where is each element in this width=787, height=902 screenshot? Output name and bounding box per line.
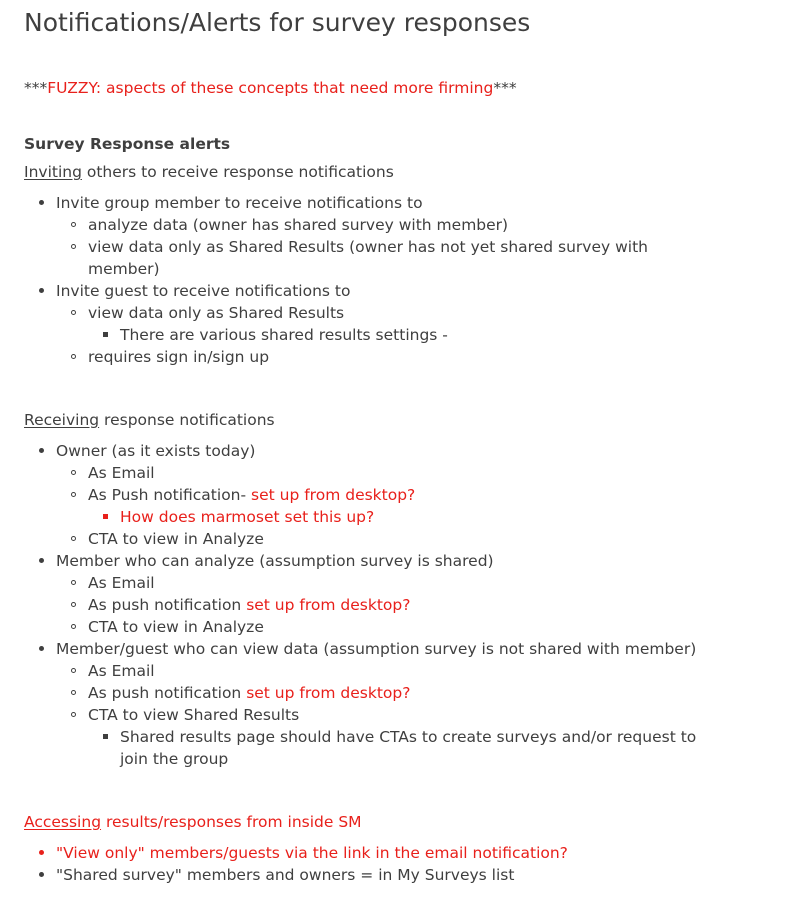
list-item: [24, 346, 648, 368]
page-title: Notifications/Alerts for survey responses: [24, 8, 531, 37]
list-item: [24, 280, 648, 302]
bullet-circle-icon: [71, 668, 76, 673]
list-item-text-continued: join the group: [120, 750, 229, 768]
list-item: [24, 682, 696, 704]
list-item: [24, 440, 696, 462]
bullet-circle-icon: [71, 580, 76, 585]
list-item-text: As Email: [88, 464, 155, 482]
list-item: [24, 462, 696, 484]
list-item: [24, 484, 696, 506]
bullet-square-icon: [103, 514, 108, 519]
accessing-heading: [24, 813, 362, 831]
bullet-circle-icon: [71, 712, 76, 717]
receiving-list: [24, 440, 696, 770]
inviting-list: [24, 192, 648, 368]
list-item: [24, 616, 696, 638]
list-item-text: Member who can analyze (assumption survey is shared): [56, 552, 494, 570]
list-item: [24, 638, 696, 660]
list-item: [24, 660, 696, 682]
list-item: [24, 236, 648, 280]
bullet-circle-icon: [71, 624, 76, 629]
fuzzy-text: FUZZY: aspects of these concepts that need more firming: [47, 79, 494, 97]
list-item-text: view data only as Shared Results: [88, 304, 345, 322]
receiving-heading-underlined: Receiving: [24, 411, 100, 429]
list-item-text: requires sign in/sign up: [88, 348, 270, 366]
bullet-dot-icon: [39, 288, 44, 293]
list-item-text: As Push notification-: [88, 486, 247, 504]
accessing-list: [24, 842, 568, 886]
list-item: [24, 324, 648, 346]
list-item-text: As push notification: [88, 684, 242, 702]
list-item-question: How does marmoset set this up?: [120, 508, 375, 526]
inviting-heading-underlined: Inviting: [24, 163, 82, 181]
list-item-text: As push notification: [88, 596, 242, 614]
fuzzy-prefix: ***: [24, 79, 48, 97]
list-item: [24, 572, 696, 594]
list-item-text: Invite guest to receive notifications to: [56, 282, 351, 300]
list-item-text: view data only as Shared Results (owner has not yet shared survey with: [88, 238, 648, 256]
list-item-text: Invite group member to receive notifications to: [56, 194, 423, 212]
list-item-text: Member/guest who can view data (assumption survey is not shared with member): [56, 640, 697, 658]
list-item-text: As Email: [88, 574, 155, 592]
list-item-text: As Email: [88, 662, 155, 680]
bullet-circle-icon: [71, 354, 76, 359]
fuzzy-suffix: ***: [493, 79, 517, 97]
list-item-text: CTA to view in Analyze: [88, 530, 264, 548]
list-item: [24, 594, 696, 616]
bullet-circle-icon: [71, 536, 76, 541]
bullet-dot-icon: [39, 872, 44, 877]
list-item-question: set up from desktop?: [241, 684, 411, 702]
bullet-dot-icon: [39, 558, 44, 563]
list-item: [24, 550, 696, 572]
list-item-question: set up from desktop?: [241, 596, 411, 614]
bullet-dot-icon: [39, 646, 44, 651]
list-item: [24, 192, 648, 214]
accessing-heading-rest: results/responses from inside SM: [101, 813, 362, 831]
list-item-text: Owner (as it exists today): [56, 442, 256, 460]
list-item-text: There are various shared results settings -: [120, 326, 448, 344]
bullet-circle-icon: [71, 492, 76, 497]
list-item-text: CTA to view in Analyze: [88, 618, 264, 636]
accessing-heading-underlined: Accessing: [24, 813, 102, 831]
list-item: [24, 842, 568, 864]
list-item-text: "Shared survey" members and owners = in My Surveys list: [56, 866, 515, 884]
receiving-heading-rest: response notifications: [99, 411, 275, 429]
list-item: [24, 506, 696, 528]
list-item: [24, 726, 696, 770]
list-item-text: Shared results page should have CTAs to create surveys and/or request to: [120, 728, 697, 746]
list-item-question: set up from desktop?: [246, 486, 416, 504]
bullet-circle-icon: [71, 602, 76, 607]
bullet-circle-icon: [71, 222, 76, 227]
list-item-text: analyze data (owner has shared survey with member): [88, 216, 509, 234]
bullet-circle-icon: [71, 310, 76, 315]
receiving-heading: [24, 411, 275, 429]
list-item: [24, 528, 696, 550]
inviting-heading-rest: others to receive response notifications: [81, 163, 394, 181]
list-item: [24, 214, 648, 236]
list-item: [24, 864, 568, 886]
bullet-circle-icon: [71, 690, 76, 695]
list-item-question: "View only" members/guests via the link in the email notification?: [56, 844, 568, 862]
bullet-circle-icon: [71, 470, 76, 475]
list-item: [24, 302, 648, 324]
bullet-dot-icon: [39, 448, 44, 453]
bullet-dot-icon: [39, 200, 44, 205]
bullet-square-icon: [103, 332, 108, 337]
list-item-text-continued: member): [88, 260, 160, 278]
inviting-heading: [24, 163, 394, 181]
section-title: Survey Response alerts: [24, 135, 231, 153]
fuzzy-note: [24, 79, 517, 97]
bullet-dot-icon: [39, 850, 44, 855]
bullet-square-icon: [103, 734, 108, 739]
bullet-circle-icon: [71, 244, 76, 249]
list-item-text: CTA to view Shared Results: [88, 706, 300, 724]
list-item: [24, 704, 696, 726]
